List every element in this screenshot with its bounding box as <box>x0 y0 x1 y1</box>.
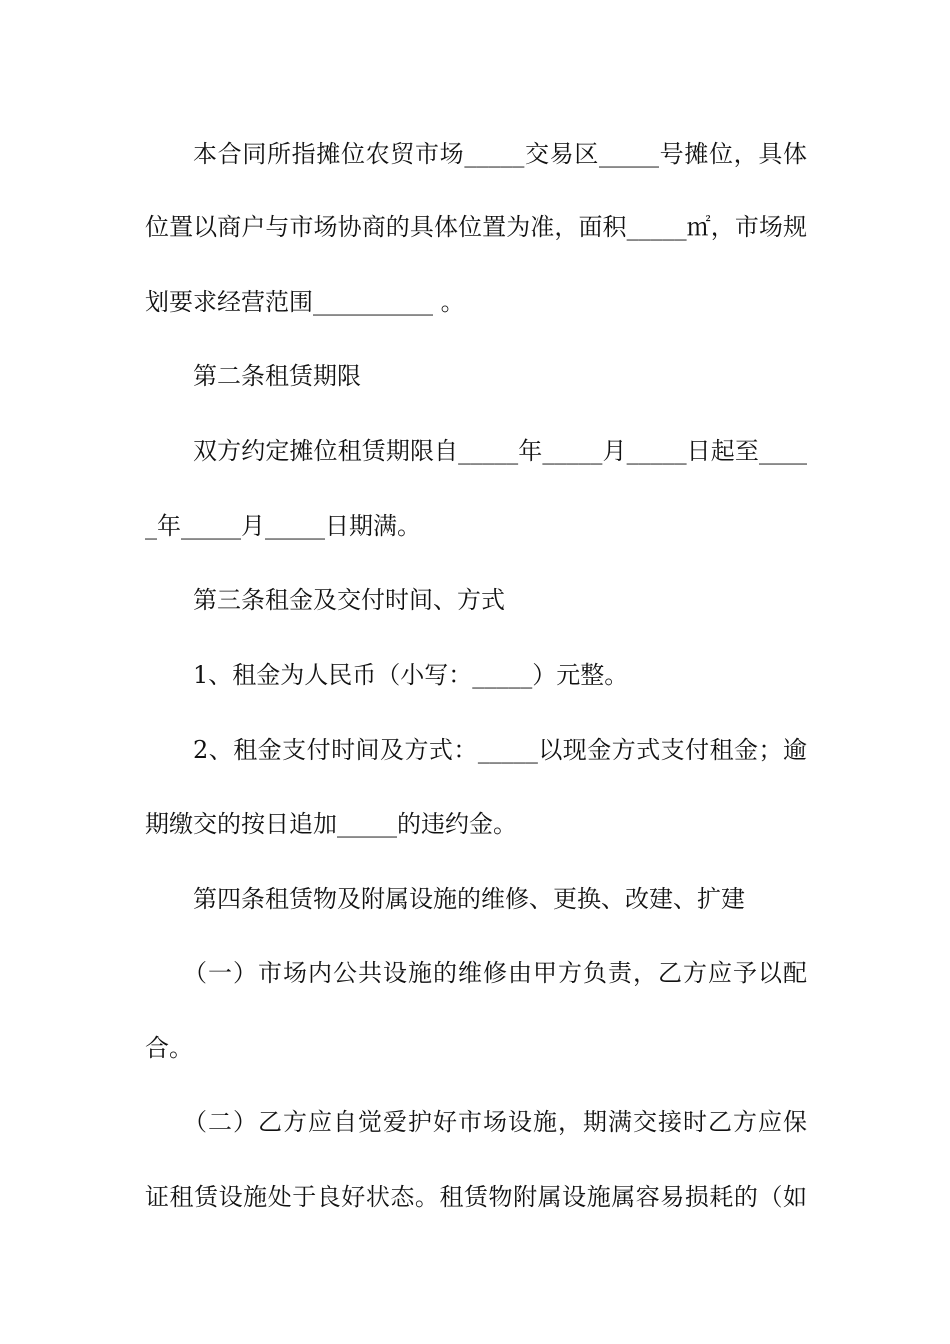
section-heading-4: 第四条租赁物及附属设施的维修、更换、改建、扩建 <box>193 885 745 913</box>
clause-1-line-1: （一）市场内公共设施的维修由甲方负责，乙方应予以配 <box>183 959 807 987</box>
paragraph-line-2: 位置以商户与市场协商的具体位置为准，面积_____㎡，市场规 <box>145 213 807 241</box>
list-item-2-line-2: 期缴交的按日追加_____的违约金。 <box>145 810 517 838</box>
paragraph-line-1: 本合同所指摊位农贸市场_____交易区_____号摊位，具体 <box>193 140 807 168</box>
list-item-1: 1、租金为人民币（小写：_____）元整。 <box>193 661 629 689</box>
section-heading-3: 第三条租金及交付时间、方式 <box>193 586 505 614</box>
paragraph-line-4: 双方约定摊位租赁期限自_____年_____月_____日起至____ <box>193 437 807 465</box>
clause-2-line-2: 证租赁设施处于良好状态。租赁物附属设施属容易损耗的（如 <box>145 1183 807 1211</box>
clause-2-line-1: （二）乙方应自觉爱护好市场设施，期满交接时乙方应保 <box>183 1108 807 1136</box>
paragraph-line-3: 划要求经营范围__________ 。 <box>145 288 465 316</box>
section-heading-2: 第二条租赁期限 <box>193 362 361 390</box>
clause-1-line-2: 合。 <box>145 1034 193 1062</box>
paragraph-line-5: _年_____月_____日期满。 <box>145 512 421 540</box>
list-item-2-line-1: 2、租金支付时间及方式：_____以现金方式支付租金；逾 <box>193 736 807 764</box>
